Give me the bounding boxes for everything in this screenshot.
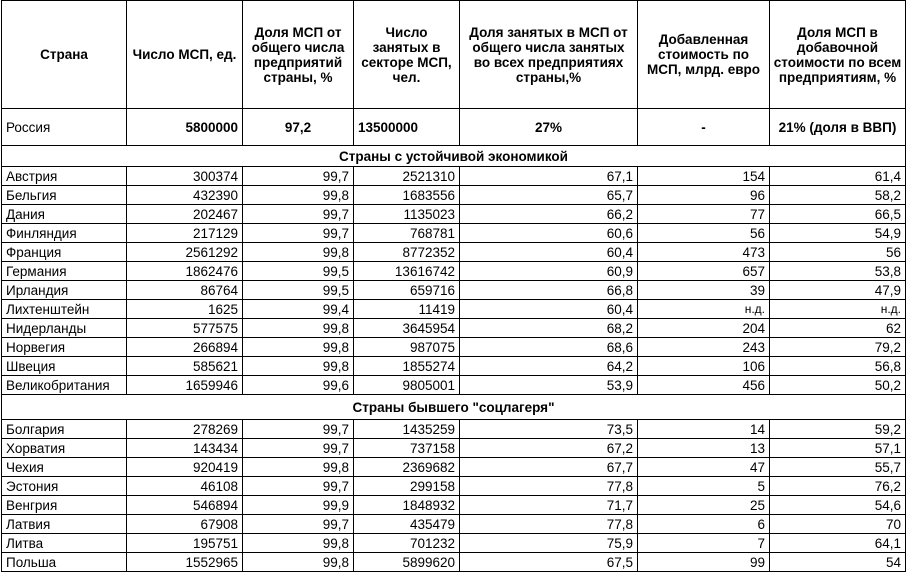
cell-sme-count: 46108 <box>127 477 243 496</box>
cell-value-added: 47 <box>638 458 770 477</box>
cell-value-added: 473 <box>638 243 770 262</box>
cell-country: Эстония <box>2 477 127 496</box>
cell-employed: 768781 <box>354 224 460 243</box>
cell-sme-share: 99,8 <box>243 319 354 338</box>
cell-country: Швеция <box>2 357 127 376</box>
table-row <box>2 224 906 243</box>
cell-value-added-share: н.д. <box>770 300 906 319</box>
cell-sme-share: 99,8 <box>243 338 354 357</box>
cell-employed-share: 71,7 <box>460 496 638 515</box>
cell-employed: 5899620 <box>354 553 460 572</box>
cell-value-added-share: 61,4 <box>770 167 906 186</box>
russia-employed: 13500000 <box>354 109 460 146</box>
cell-country: Ирландия <box>2 281 127 300</box>
cell-employed: 3645954 <box>354 319 460 338</box>
cell-sme-count: 300374 <box>127 167 243 186</box>
cell-employed-share: 67,2 <box>460 439 638 458</box>
header-employed-share: Доля занятых в МСП от общего числа занятых во всех предприятиях страны,% <box>460 1 638 109</box>
cell-employed: 299158 <box>354 477 460 496</box>
cell-employed: 1135023 <box>354 205 460 224</box>
section-title: Страны с устойчивой экономикой <box>2 146 906 167</box>
cell-value-added-share: 54,9 <box>770 224 906 243</box>
cell-sme-share: 99,7 <box>243 167 354 186</box>
cell-value-added: 99 <box>638 553 770 572</box>
cell-sme-count: 143434 <box>127 439 243 458</box>
cell-value-added-share: 47,9 <box>770 281 906 300</box>
cell-sme-share: 99,8 <box>243 243 354 262</box>
cell-country: Чехия <box>2 458 127 477</box>
cell-employed-share: 68,6 <box>460 338 638 357</box>
cell-value-added: н.д. <box>638 300 770 319</box>
cell-value-added-share: 58,2 <box>770 186 906 205</box>
cell-value-added: 5 <box>638 477 770 496</box>
cell-sme-share: 99,9 <box>243 496 354 515</box>
cell-value-added: 96 <box>638 186 770 205</box>
cell-sme-count: 546894 <box>127 496 243 515</box>
cell-sme-count: 2561292 <box>127 243 243 262</box>
cell-value-added-share: 55,7 <box>770 458 906 477</box>
cell-employed-share: 60,4 <box>460 243 638 262</box>
cell-country: Венгрия <box>2 496 127 515</box>
cell-employed: 737158 <box>354 439 460 458</box>
table-row <box>2 300 906 319</box>
cell-sme-count: 67908 <box>127 515 243 534</box>
cell-sme-share: 99,7 <box>243 420 354 439</box>
cell-country: Дания <box>2 205 127 224</box>
cell-value-added: 243 <box>638 338 770 357</box>
cell-sme-share: 99,7 <box>243 205 354 224</box>
russia-value-added: - <box>638 109 770 146</box>
table-row <box>2 319 906 338</box>
russia-sme-share: 97,2 <box>243 109 354 146</box>
cell-employed: 987075 <box>354 338 460 357</box>
cell-sme-count: 585621 <box>127 357 243 376</box>
cell-employed: 435479 <box>354 515 460 534</box>
cell-employed-share: 67,1 <box>460 167 638 186</box>
section-header-row <box>2 395 906 420</box>
header-value-added: Добавленная стоимость по МСП, млрд. евро <box>638 1 770 109</box>
cell-value-added-share: 76,2 <box>770 477 906 496</box>
section-header-row <box>2 146 906 167</box>
table-row <box>2 496 906 515</box>
header-sme-share: Доля МСП от общего числа предприятий страны, % <box>243 1 354 109</box>
cell-sme-count: 86764 <box>127 281 243 300</box>
cell-sme-share: 99,8 <box>243 458 354 477</box>
table-row <box>2 477 906 496</box>
cell-value-added: 204 <box>638 319 770 338</box>
cell-value-added-share: 66,5 <box>770 205 906 224</box>
cell-employed: 701232 <box>354 534 460 553</box>
table-row <box>2 167 906 186</box>
cell-value-added-share: 54,6 <box>770 496 906 515</box>
table-row <box>2 534 906 553</box>
cell-employed: 1848932 <box>354 496 460 515</box>
cell-value-added: 56 <box>638 224 770 243</box>
cell-employed-share: 77,8 <box>460 477 638 496</box>
cell-value-added-share: 70 <box>770 515 906 534</box>
cell-employed-share: 60,6 <box>460 224 638 243</box>
cell-sme-share: 99,8 <box>243 357 354 376</box>
cell-country: Норвегия <box>2 338 127 357</box>
cell-employed: 9805001 <box>354 376 460 395</box>
cell-employed: 659716 <box>354 281 460 300</box>
cell-sme-count: 195751 <box>127 534 243 553</box>
cell-employed-share: 66,2 <box>460 205 638 224</box>
cell-value-added-share: 50,2 <box>770 376 906 395</box>
header-sme-count: Число МСП, ед. <box>127 1 243 109</box>
cell-employed-share: 75,9 <box>460 534 638 553</box>
cell-country: Лихтенштейн <box>2 300 127 319</box>
cell-country: Польша <box>2 553 127 572</box>
cell-country: Нидерланды <box>2 319 127 338</box>
cell-sme-count: 217129 <box>127 224 243 243</box>
cell-sme-share: 99,6 <box>243 376 354 395</box>
russia-sme-count: 5800000 <box>127 109 243 146</box>
cell-employed-share: 77,8 <box>460 515 638 534</box>
cell-sme-share: 99,7 <box>243 439 354 458</box>
cell-value-added: 14 <box>638 420 770 439</box>
cell-sme-share: 99,5 <box>243 281 354 300</box>
table-row <box>2 439 906 458</box>
cell-country: Австрия <box>2 167 127 186</box>
cell-value-added: 39 <box>638 281 770 300</box>
cell-employed: 1435259 <box>354 420 460 439</box>
cell-sme-share: 99,7 <box>243 477 354 496</box>
table-row <box>2 553 906 572</box>
table-row <box>2 338 906 357</box>
russia-country: Россия <box>2 109 127 146</box>
cell-sme-share: 99,8 <box>243 553 354 572</box>
cell-country: Великобритания <box>2 376 127 395</box>
cell-sme-count: 1552965 <box>127 553 243 572</box>
cell-employed-share: 65,7 <box>460 186 638 205</box>
cell-sme-count: 920419 <box>127 458 243 477</box>
cell-value-added: 154 <box>638 167 770 186</box>
cell-value-added-share: 62 <box>770 319 906 338</box>
cell-sme-count: 266894 <box>127 338 243 357</box>
table-row <box>2 420 906 439</box>
cell-employed-share: 67,5 <box>460 553 638 572</box>
cell-country: Латвия <box>2 515 127 534</box>
cell-value-added: 7 <box>638 534 770 553</box>
cell-sme-count: 577575 <box>127 319 243 338</box>
cell-country: Германия <box>2 262 127 281</box>
table-row <box>2 515 906 534</box>
cell-employed: 1855274 <box>354 357 460 376</box>
cell-value-added-share: 56 <box>770 243 906 262</box>
cell-value-added-share: 53,8 <box>770 262 906 281</box>
cell-value-added: 106 <box>638 357 770 376</box>
cell-employed: 8772352 <box>354 243 460 262</box>
cell-value-added-share: 64,1 <box>770 534 906 553</box>
russia-value-added-share: 21% (доля в ВВП) <box>770 109 906 146</box>
cell-employed-share: 66,8 <box>460 281 638 300</box>
cell-value-added: 25 <box>638 496 770 515</box>
cell-sme-share: 99,4 <box>243 300 354 319</box>
table-row <box>2 262 906 281</box>
cell-employed: 2369682 <box>354 458 460 477</box>
cell-sme-count: 1659946 <box>127 376 243 395</box>
cell-employed: 2521310 <box>354 167 460 186</box>
cell-employed: 1683556 <box>354 186 460 205</box>
cell-sme-share: 99,8 <box>243 534 354 553</box>
cell-value-added: 77 <box>638 205 770 224</box>
table-row <box>2 281 906 300</box>
cell-value-added-share: 54 <box>770 553 906 572</box>
cell-value-added-share: 57,1 <box>770 439 906 458</box>
header-value-added-share: Доля МСП в добавочной стоимости по всем предприятиям, % <box>770 1 906 109</box>
cell-employed-share: 64,2 <box>460 357 638 376</box>
cell-value-added: 13 <box>638 439 770 458</box>
cell-employed-share: 60,4 <box>460 300 638 319</box>
cell-employed: 11419 <box>354 300 460 319</box>
cell-sme-share: 99,7 <box>243 224 354 243</box>
header-row <box>2 1 906 109</box>
russia-employed-share: 27% <box>460 109 638 146</box>
cell-employed-share: 67,7 <box>460 458 638 477</box>
sme-statistics-table <box>1 0 906 572</box>
cell-employed-share: 53,9 <box>460 376 638 395</box>
cell-sme-count: 1625 <box>127 300 243 319</box>
cell-employed-share: 60,9 <box>460 262 638 281</box>
cell-employed-share: 68,2 <box>460 319 638 338</box>
russia-row <box>2 109 906 146</box>
cell-value-added-share: 56,8 <box>770 357 906 376</box>
cell-country: Бельгия <box>2 186 127 205</box>
cell-sme-share: 99,7 <box>243 515 354 534</box>
cell-sme-share: 99,8 <box>243 186 354 205</box>
cell-value-added: 657 <box>638 262 770 281</box>
cell-value-added-share: 59,2 <box>770 420 906 439</box>
cell-sme-count: 432390 <box>127 186 243 205</box>
table-row <box>2 186 906 205</box>
table-row <box>2 243 906 262</box>
cell-employed-share: 73,5 <box>460 420 638 439</box>
cell-country: Литва <box>2 534 127 553</box>
cell-value-added: 456 <box>638 376 770 395</box>
cell-country: Хорватия <box>2 439 127 458</box>
table-row <box>2 357 906 376</box>
cell-country: Финляндия <box>2 224 127 243</box>
table-row <box>2 376 906 395</box>
header-employed: Число занятых в секторе МСП, чел. <box>354 1 460 109</box>
cell-value-added-share: 79,2 <box>770 338 906 357</box>
cell-country: Франция <box>2 243 127 262</box>
cell-sme-count: 1862476 <box>127 262 243 281</box>
cell-employed: 13616742 <box>354 262 460 281</box>
cell-sme-count: 278269 <box>127 420 243 439</box>
cell-country: Болгария <box>2 420 127 439</box>
table-row <box>2 205 906 224</box>
cell-value-added: 6 <box>638 515 770 534</box>
header-country: Страна <box>2 1 127 109</box>
cell-sme-count: 202467 <box>127 205 243 224</box>
cell-sme-share: 99,5 <box>243 262 354 281</box>
table-row <box>2 458 906 477</box>
section-title: Страны бывшего "соцлагеря" <box>2 395 906 420</box>
